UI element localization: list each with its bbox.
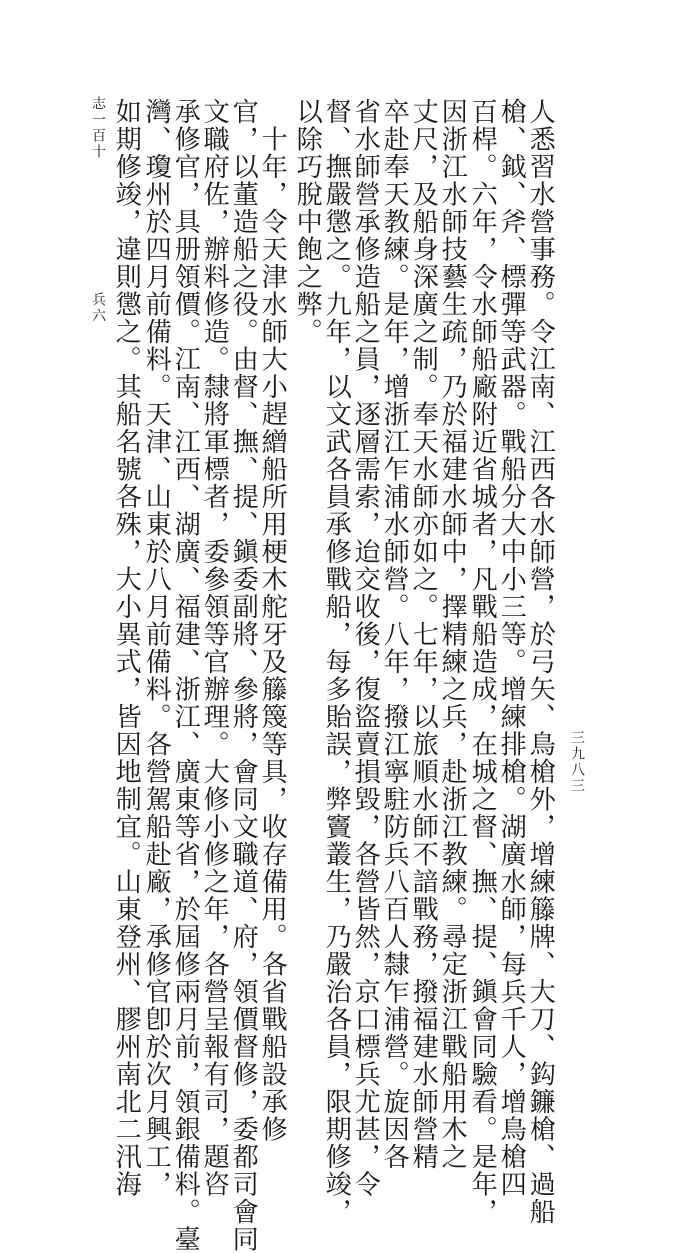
section-heading: 兵六	[90, 292, 106, 324]
chapter-heading: 志一百十	[90, 96, 106, 160]
text-column: 督、撫嚴懲之。九年，以文武各員承修戰船，每多貽誤，弊竇叢生，乃嚴治各員，限期修竣，	[321, 98, 352, 1226]
text-column: 文職府佐，辦料修造。隸將軍標者，委參領等官辦理。大修小修之年，各營呈報有司，題咨	[199, 98, 230, 1198]
page-number: 三九八三	[569, 730, 585, 794]
text-column: 槍、鉞、斧、標彈等武器。戰船分大中小三等。增練排槍。湖廣水師，每兵千人，增鳥槍四	[496, 98, 527, 1198]
text-column: 百桿。六年，令水師船廠附近省城者，凡戰船造成，在城之督、撫、提、鎭會同驗看。是年，	[467, 98, 498, 1226]
text-column: 省水師營承修造船之員，逐層需索，迨交收後，復盜賣損毀，各營皆然，京口標兵尤甚，令	[350, 98, 381, 1198]
text-column: 官，以董造船之役。由督、撫、提、鎭委副將、參將，會同文職道、府，領價督修，委都司會同	[228, 98, 259, 1253]
text-column: 十年，令天津水師大小趕繒船所用梗木舵牙及籐篾等具，收存備用。各省戰船設承修	[257, 98, 288, 1143]
text-column: 灣、瓊州於四月前備料。天津、山東於八月前備料。各營駕船赴廠，承修官卽於次月興工，	[141, 98, 172, 1198]
text-column: 以除巧脫中飽之弊。	[292, 98, 323, 346]
text-column: 人悉習水營事務。令江南、江西各水師營，於弓矢、鳥槍外，增練籐牌、大刀、鈎鐮槍、過船	[525, 98, 556, 1226]
text-column: 因浙江水師技藝生疏，乃於福建水師中，擇精練之兵，赴浙江教練。尋定浙江戰船用木之	[437, 98, 468, 1171]
text-column: 承修官，具册領價。江南、江西、湖廣、福建、浙江、廣東等省，於屆修兩月前，領銀備料。臺	[170, 98, 201, 1253]
text-column: 如期修竣，違則懲之。其船名號各殊，大小異式，皆因地制宜。山東登州、膠州南北二汛海	[111, 98, 142, 1198]
text-column: 卒赴奉天教練。是年，增浙江乍浦水師營。八年，撥江寧駐防兵八百人隸乍浦營。旋因各	[379, 98, 410, 1171]
text-column: 丈尺，及船身深廣之制。奉天水師亦如之。七年，以旅順水師不諳戰務，撥福建水師營精	[408, 98, 439, 1171]
